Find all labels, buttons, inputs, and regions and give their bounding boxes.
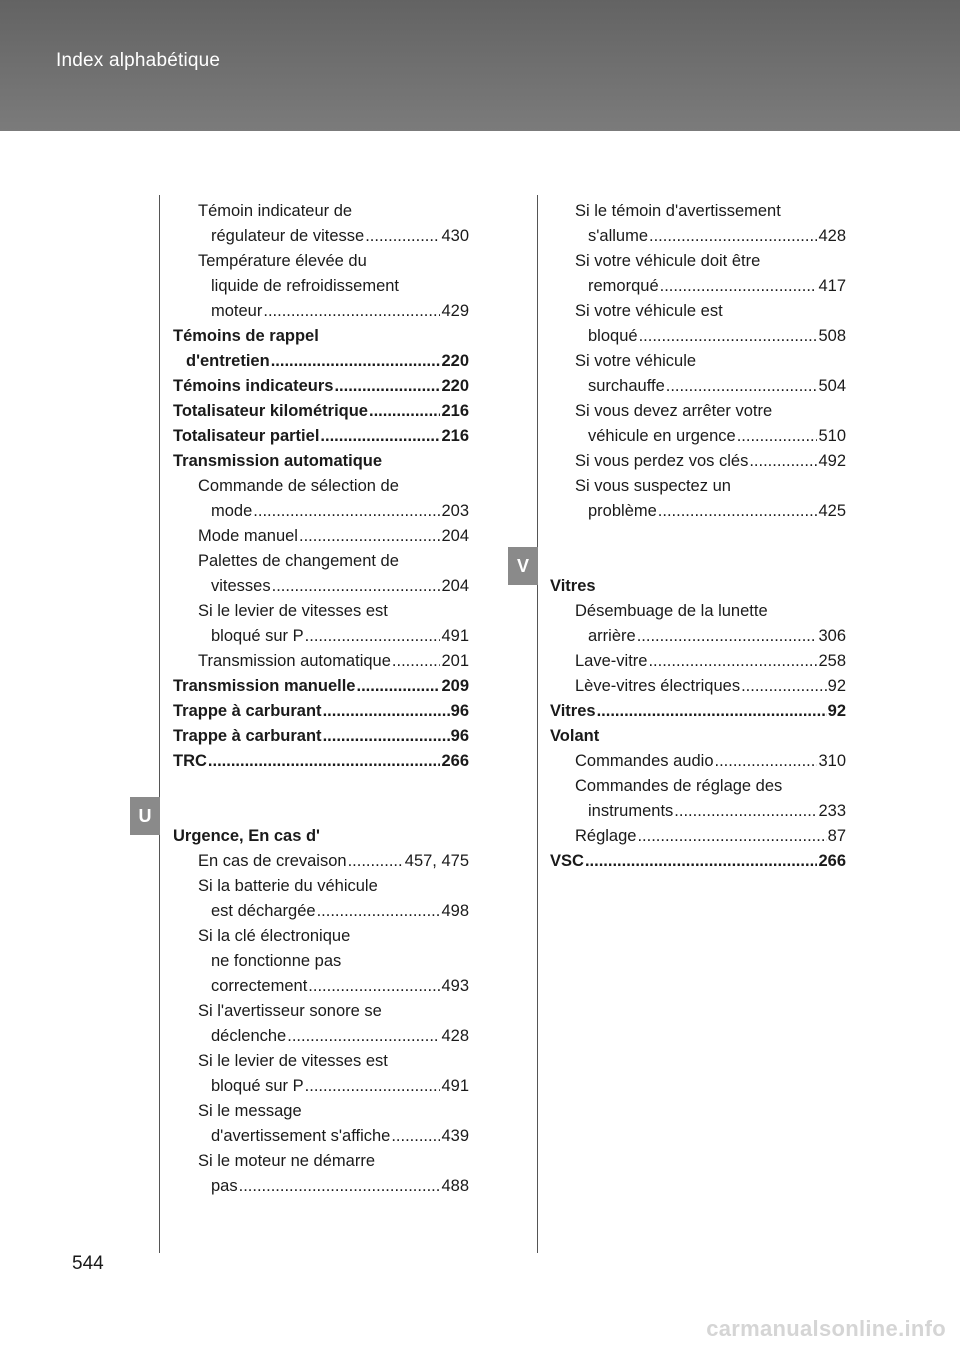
dot-leader (715, 749, 818, 774)
entry-text: s'allume (588, 227, 649, 245)
dot-leader (585, 849, 818, 874)
index-entry (550, 674, 846, 699)
entry-text: mode (211, 502, 253, 520)
index-entry (173, 599, 469, 624)
index-column-left (173, 199, 469, 1199)
dot-leader (637, 824, 826, 849)
section-gap (173, 774, 469, 824)
entry-text: Vitres (550, 702, 596, 720)
index-entry (173, 474, 469, 499)
dot-leader (271, 349, 441, 374)
entry-page-number: 491 (441, 627, 469, 645)
index-entry (173, 1174, 469, 1199)
entry-text: Si votre véhicule (575, 352, 697, 370)
index-entry (550, 249, 846, 274)
entry-text: Trappe à carburant (173, 702, 322, 720)
dot-leader (369, 399, 440, 424)
column-divider-right (537, 195, 538, 1253)
entry-text: Lève-vitres électriques (575, 677, 741, 695)
entry-text: Urgence, En cas d' (173, 827, 320, 845)
dot-leader (639, 324, 818, 349)
index-entry (173, 349, 469, 374)
entry-text: pas (211, 1177, 238, 1195)
watermark: carmanualsonline.info (706, 1316, 946, 1341)
entry-page-number: 425 (818, 502, 846, 520)
entry-page-number: 488 (441, 1177, 469, 1195)
section-title: Index alphabétique (56, 50, 221, 71)
index-entry (550, 449, 846, 474)
dot-leader (317, 899, 441, 924)
index-entry (550, 274, 846, 299)
entry-text: Mode manuel (198, 527, 298, 545)
index-entry (173, 574, 469, 599)
index-entry (173, 324, 469, 349)
index-entry (173, 699, 469, 724)
entry-page-number: 201 (441, 652, 469, 670)
index-entry (550, 424, 846, 449)
entry-page-number: 492 (818, 452, 846, 470)
page-number: 544 (72, 1253, 104, 1274)
index-entry (550, 624, 846, 649)
index-entry (550, 324, 846, 349)
index-entry (550, 824, 846, 849)
entry-page-number: 204 (441, 527, 469, 545)
entry-text: VSC (550, 852, 584, 870)
entry-text: problème (588, 502, 657, 520)
index-entry (550, 774, 846, 799)
entry-text: véhicule en urgence (588, 427, 736, 445)
index-entry (550, 199, 846, 224)
entry-text: Si la batterie du véhicule (198, 877, 378, 895)
index-column-right (550, 199, 846, 874)
entry-text: remorqué (588, 277, 659, 295)
index-entry (173, 1149, 469, 1174)
index-entry (173, 849, 469, 874)
index-entry (550, 299, 846, 324)
entry-page-number: 203 (441, 502, 469, 520)
dot-leader (666, 374, 818, 399)
entry-text: Si le levier de vitesses est (198, 1052, 388, 1070)
entry-text: Réglage (575, 827, 637, 845)
entry-page-number: 92 (827, 702, 846, 720)
index-entry (550, 799, 846, 824)
entry-text: Vitres (550, 577, 596, 595)
index-entry (173, 1099, 469, 1124)
index-entry (173, 1049, 469, 1074)
entry-text: Si le moteur ne démarre (198, 1152, 375, 1170)
entry-text: correctement (211, 977, 308, 995)
entry-text: Transmission automatique (198, 652, 391, 670)
index-entry (173, 949, 469, 974)
dot-leader (741, 674, 827, 699)
entry-text: vitesses (211, 577, 271, 595)
dot-leader (648, 649, 817, 674)
index-entry (173, 624, 469, 649)
index-entry (173, 224, 469, 249)
entry-page-number: 493 (441, 977, 469, 995)
entry-text: Si votre véhicule doit être (575, 252, 761, 270)
entry-text: Si vous suspectez un (575, 477, 731, 495)
entry-page-number: 87 (827, 827, 846, 845)
entry-text: Trappe à carburant (173, 727, 322, 745)
entry-text: En cas de crevaison (198, 852, 347, 870)
dot-leader (208, 749, 441, 774)
dot-leader (320, 424, 440, 449)
entry-page-number: 306 (818, 627, 846, 645)
index-tab-v: V (508, 547, 538, 585)
index-entry (173, 724, 469, 749)
entry-text: Si vous perdez vos clés (575, 452, 749, 470)
index-entry (173, 299, 469, 324)
entry-page-number: 216 (441, 427, 469, 445)
entry-text: moteur (211, 302, 263, 320)
dot-leader (348, 849, 404, 874)
entry-text: bloqué sur P (211, 1077, 304, 1095)
entry-page-number: 428 (441, 1027, 469, 1045)
entry-page-number: 204 (441, 577, 469, 595)
entry-text: Commande de sélection de (198, 477, 399, 495)
entry-text: Témoins de rappel (173, 327, 319, 345)
entry-text: d'avertissement s'affiche (211, 1127, 391, 1145)
index-entry (173, 674, 469, 699)
index-entry (173, 649, 469, 674)
index-entry (550, 849, 846, 874)
entry-page-number: 491 (441, 1077, 469, 1095)
entry-text: Si l'avertisseur sonore se (198, 1002, 382, 1020)
index-entry (550, 574, 846, 599)
dot-leader (392, 649, 441, 674)
entry-text: Si le message (198, 1102, 302, 1120)
dot-leader (737, 424, 818, 449)
dot-leader (299, 524, 440, 549)
dot-leader (749, 449, 817, 474)
index-entry (550, 649, 846, 674)
entry-text: Si le levier de vitesses est (198, 602, 388, 620)
index-entry (550, 699, 846, 724)
dot-leader (272, 574, 441, 599)
index-entry (173, 1124, 469, 1149)
entry-text: Palettes de changement de (198, 552, 399, 570)
index-entry (173, 824, 469, 849)
index-entry (550, 374, 846, 399)
entry-text: est déchargée (211, 902, 316, 920)
index-entry (173, 549, 469, 574)
index-entry (550, 224, 846, 249)
index-entry (173, 999, 469, 1024)
entry-page-number: 429 (441, 302, 469, 320)
dot-leader (323, 724, 450, 749)
index-entry (173, 424, 469, 449)
index-entry (173, 924, 469, 949)
entry-text: Température élevée du (198, 252, 367, 270)
entry-text: bloqué (588, 327, 638, 345)
index-entry (173, 524, 469, 549)
dot-leader (356, 674, 440, 699)
entry-page-number: 508 (818, 327, 846, 345)
index-entry (173, 399, 469, 424)
dot-leader (305, 624, 441, 649)
entry-page-number: 266 (441, 752, 469, 770)
entry-page-number: 430 (441, 227, 469, 245)
entry-text: Totalisateur kilométrique (173, 402, 368, 420)
dot-leader (263, 299, 440, 324)
entry-text: Désembuage de la lunette (575, 602, 768, 620)
entry-page-number: 439 (441, 1127, 469, 1145)
entry-page-number: 310 (818, 752, 846, 770)
entry-text: arrière (588, 627, 636, 645)
index-entry (173, 499, 469, 524)
dot-leader (597, 699, 827, 724)
entry-page-number: 504 (818, 377, 846, 395)
entry-text: TRC (173, 752, 207, 770)
index-entry (173, 1074, 469, 1099)
entry-text: ne fonctionne pas (211, 952, 342, 970)
index-entry (173, 874, 469, 899)
entry-text: Si votre véhicule est (575, 302, 723, 320)
entry-text: bloqué sur P (211, 627, 304, 645)
index-entry (173, 974, 469, 999)
entry-text: Si vous devez arrêter votre (575, 402, 773, 420)
entry-page-number: 220 (441, 377, 469, 395)
entry-text: d'entretien (186, 352, 270, 370)
entry-text: Commandes audio (575, 752, 714, 770)
entry-page-number: 428 (818, 227, 846, 245)
entry-text: régulateur de vitesse (211, 227, 365, 245)
dot-leader (660, 274, 818, 299)
entry-page-number: 510 (818, 427, 846, 445)
column-divider-left (159, 195, 160, 1253)
entry-text: Témoin indicateur de (198, 202, 353, 220)
entry-page-number: 457, 475 (404, 852, 469, 870)
dot-leader (365, 224, 440, 249)
entry-page-number: 220 (441, 352, 469, 370)
dot-leader (334, 374, 440, 399)
index-entry (173, 899, 469, 924)
dot-leader (658, 499, 818, 524)
entry-page-number: 498 (441, 902, 469, 920)
entry-page-number: 266 (818, 852, 846, 870)
entry-text: instruments (588, 802, 674, 820)
dot-leader (323, 699, 450, 724)
dot-leader (637, 624, 818, 649)
entry-text: liquide de refroidissement (211, 277, 400, 295)
index-entry (550, 474, 846, 499)
entry-text: déclenche (211, 1027, 287, 1045)
entry-page-number: 209 (441, 677, 469, 695)
entry-text: surchauffe (588, 377, 665, 395)
entry-page-number: 233 (818, 802, 846, 820)
entry-page-number: 417 (818, 277, 846, 295)
index-entry (550, 399, 846, 424)
entry-text: Transmission automatique (173, 452, 383, 470)
entry-text: Lave-vitre (575, 652, 648, 670)
index-entry (173, 249, 469, 274)
page-header (0, 0, 960, 131)
index-entry (173, 274, 469, 299)
entry-page-number: 96 (450, 727, 469, 745)
dot-leader (287, 1024, 440, 1049)
index-entry (550, 349, 846, 374)
dot-leader (253, 499, 440, 524)
entry-text: Si la clé électronique (198, 927, 351, 945)
entry-text: Volant (550, 727, 600, 745)
entry-text: Si le témoin d'avertissement (575, 202, 781, 220)
index-entry (173, 1024, 469, 1049)
entry-text: Témoins indicateurs (173, 377, 334, 395)
entry-text: Commandes de réglage des (575, 777, 783, 795)
dot-leader (239, 1174, 441, 1199)
index-entry (550, 599, 846, 624)
index-entry (173, 199, 469, 224)
entry-page-number: 258 (818, 652, 846, 670)
index-entry (550, 724, 846, 749)
index-entry (173, 374, 469, 399)
dot-leader (391, 1124, 440, 1149)
index-entry (550, 499, 846, 524)
dot-leader (674, 799, 817, 824)
section-gap (550, 524, 846, 574)
entry-page-number: 96 (450, 702, 469, 720)
entry-page-number: 92 (827, 677, 846, 695)
index-entry (173, 449, 469, 474)
dot-leader (305, 1074, 441, 1099)
dot-leader (649, 224, 817, 249)
entry-page-number: 216 (441, 402, 469, 420)
index-tab-u: U (130, 797, 160, 835)
entry-text: Transmission manuelle (173, 677, 356, 695)
dot-leader (308, 974, 440, 999)
entry-text: Totalisateur partiel (173, 427, 320, 445)
index-entry (550, 749, 846, 774)
index-entry (173, 749, 469, 774)
